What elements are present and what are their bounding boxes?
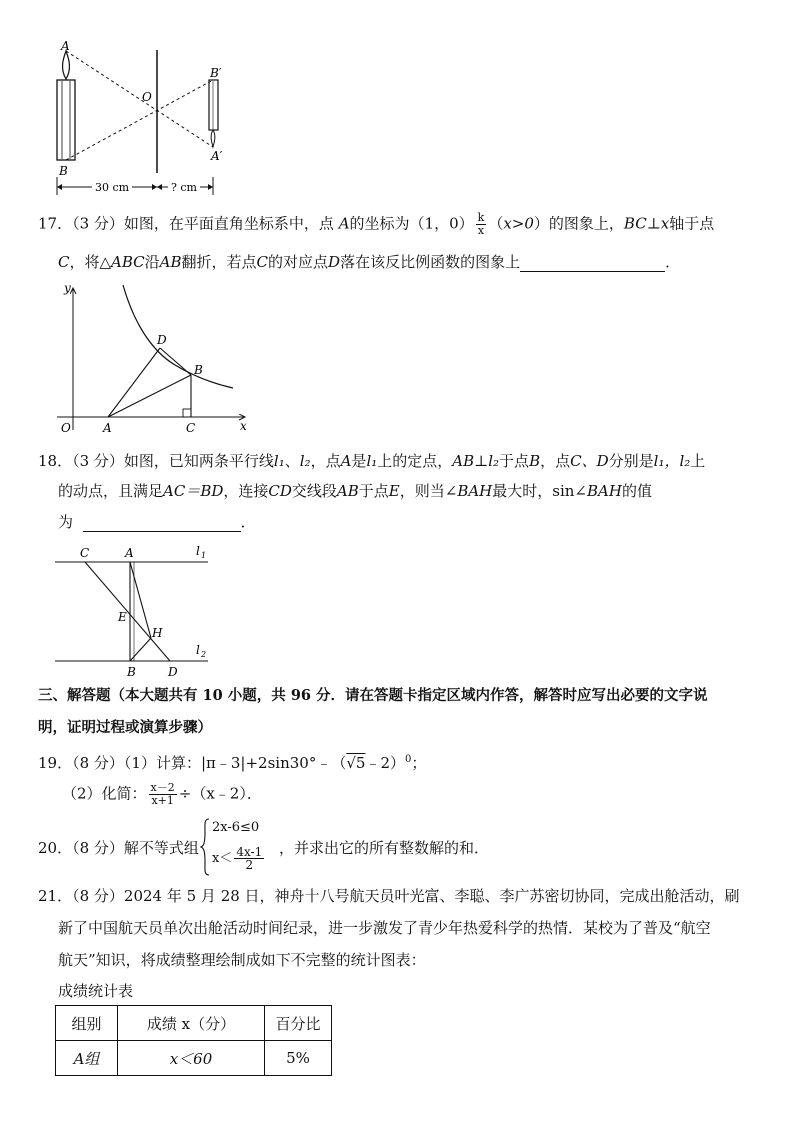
- point-C-label: C: [186, 421, 196, 435]
- q19-part1: 19．（8 分）（1）计算：|π﹣3|+2sin30°﹣（√5﹣2）$^0$；: [38, 754, 427, 772]
- point-A-label: A: [103, 421, 112, 435]
- section-3-heading-line1: 三、解答题（本大题共有 10 小题，共 96 分．请在答题卡指定区域内作答，解答时应写出必要的文字说: [38, 687, 708, 704]
- q20-intro: 20．（8 分）解不等式组: [38, 839, 199, 857]
- axis-y-label: y: [64, 281, 71, 295]
- label-O: O: [142, 90, 152, 104]
- point-B-label: B: [194, 363, 203, 377]
- point-D-label: D: [157, 333, 167, 347]
- label-A-prime: A′: [211, 149, 223, 163]
- table-header-row: [56, 1006, 332, 1041]
- label-l2-sub: 2: [201, 650, 207, 659]
- q21-line1: 21．（8 分）2024 年 5 月 28 日，神舟十八号航天员叶光富、李聪、李广苏密切协同，完成出舱活动，刷: [38, 887, 740, 905]
- score-table: [55, 1005, 332, 1076]
- label-B-prime: B′: [210, 66, 222, 80]
- q18-line2: 的动点，且满足AC＝BD，连接CD交线段AB于点E，则当∠BAH最大时，sin∠BAH的值: [58, 482, 652, 500]
- q18-line1: 18．（3 分）如图，已知两条平行线l₁、l₂，点A是l₁上的定点，AB⊥l₂于点B，点C、D分别是l₁，l₂上: [38, 452, 706, 470]
- sqrt-5: √5: [346, 754, 366, 772]
- q20-ineq1: 2x-6≤0: [212, 820, 260, 835]
- parallel-lines-figure: [50, 540, 220, 680]
- q17-fraction: $\frac{k}{x}$: [477, 211, 485, 237]
- coordinate-figure: [55, 280, 255, 435]
- q17-line2: C，将△ABC沿AB翻折，若点C的对应点D落在该反比例函数的图象上 ．: [58, 253, 681, 271]
- dist-left: 30 cm: [95, 181, 130, 194]
- label-l2: l: [196, 643, 200, 657]
- q20-tail: ，并求出它的所有整数解的和．: [279, 839, 490, 857]
- axis-x-label: x: [240, 419, 247, 433]
- label-A: A: [61, 39, 70, 53]
- q21-line2: 新了中国航天员单次出舱活动时间纪录，进一步激发了青少年热爱科学的热情．某校为了普及“航空: [58, 919, 711, 937]
- cell-score: x＜60: [118, 1041, 265, 1076]
- q18-answer-blank[interactable]: [83, 515, 241, 532]
- header-percent: 百分比: [265, 1006, 332, 1041]
- label-C: C: [80, 546, 90, 560]
- q19-part2: （2）化简： $\frac{x-2}{x+1}$ ÷（x﹣2）．: [62, 781, 262, 807]
- q18-line3: 为 ．: [58, 513, 256, 531]
- q21-line3: 航天”知识，将成绩整理绘制成如下不完整的统计图表：: [58, 951, 426, 969]
- section-3-heading-line2: 明，证明过程或演算步骤）: [38, 719, 212, 736]
- label-l1-sub: 1: [201, 551, 207, 560]
- cell-percent: 5%: [265, 1041, 332, 1076]
- dist-right: ? cm: [171, 181, 197, 194]
- label-D: D: [168, 665, 178, 679]
- label-l1: l: [196, 544, 200, 558]
- cell-group: A组: [56, 1041, 118, 1076]
- q19-fraction: $\frac{x-2}{x+1}$: [150, 781, 175, 807]
- label-B: B: [127, 665, 136, 679]
- table-title: 成绩统计表: [58, 982, 134, 1000]
- header-score: 成绩 x（分）: [118, 1006, 265, 1041]
- label-B: B: [59, 164, 68, 178]
- q17-answer-blank[interactable]: [520, 255, 665, 272]
- label-A: A: [125, 546, 134, 560]
- label-H: H: [152, 626, 163, 640]
- table-row: [56, 1041, 332, 1076]
- q20-brace: [200, 818, 210, 876]
- pinhole-figure: [40, 35, 250, 200]
- origin-label: O: [61, 421, 71, 435]
- q20-ineq2: x＜ $\frac{4x-1}{2}$: [212, 845, 263, 872]
- label-E: E: [118, 610, 127, 624]
- header-group: 组别: [56, 1006, 118, 1041]
- q17-line1: 17．（3 分）如图，在平面直角坐标系中，点 A的坐标为（1，0） $\frac{k}{x}$ （x>0）的图象上，BC⊥x轴于点: [38, 211, 715, 237]
